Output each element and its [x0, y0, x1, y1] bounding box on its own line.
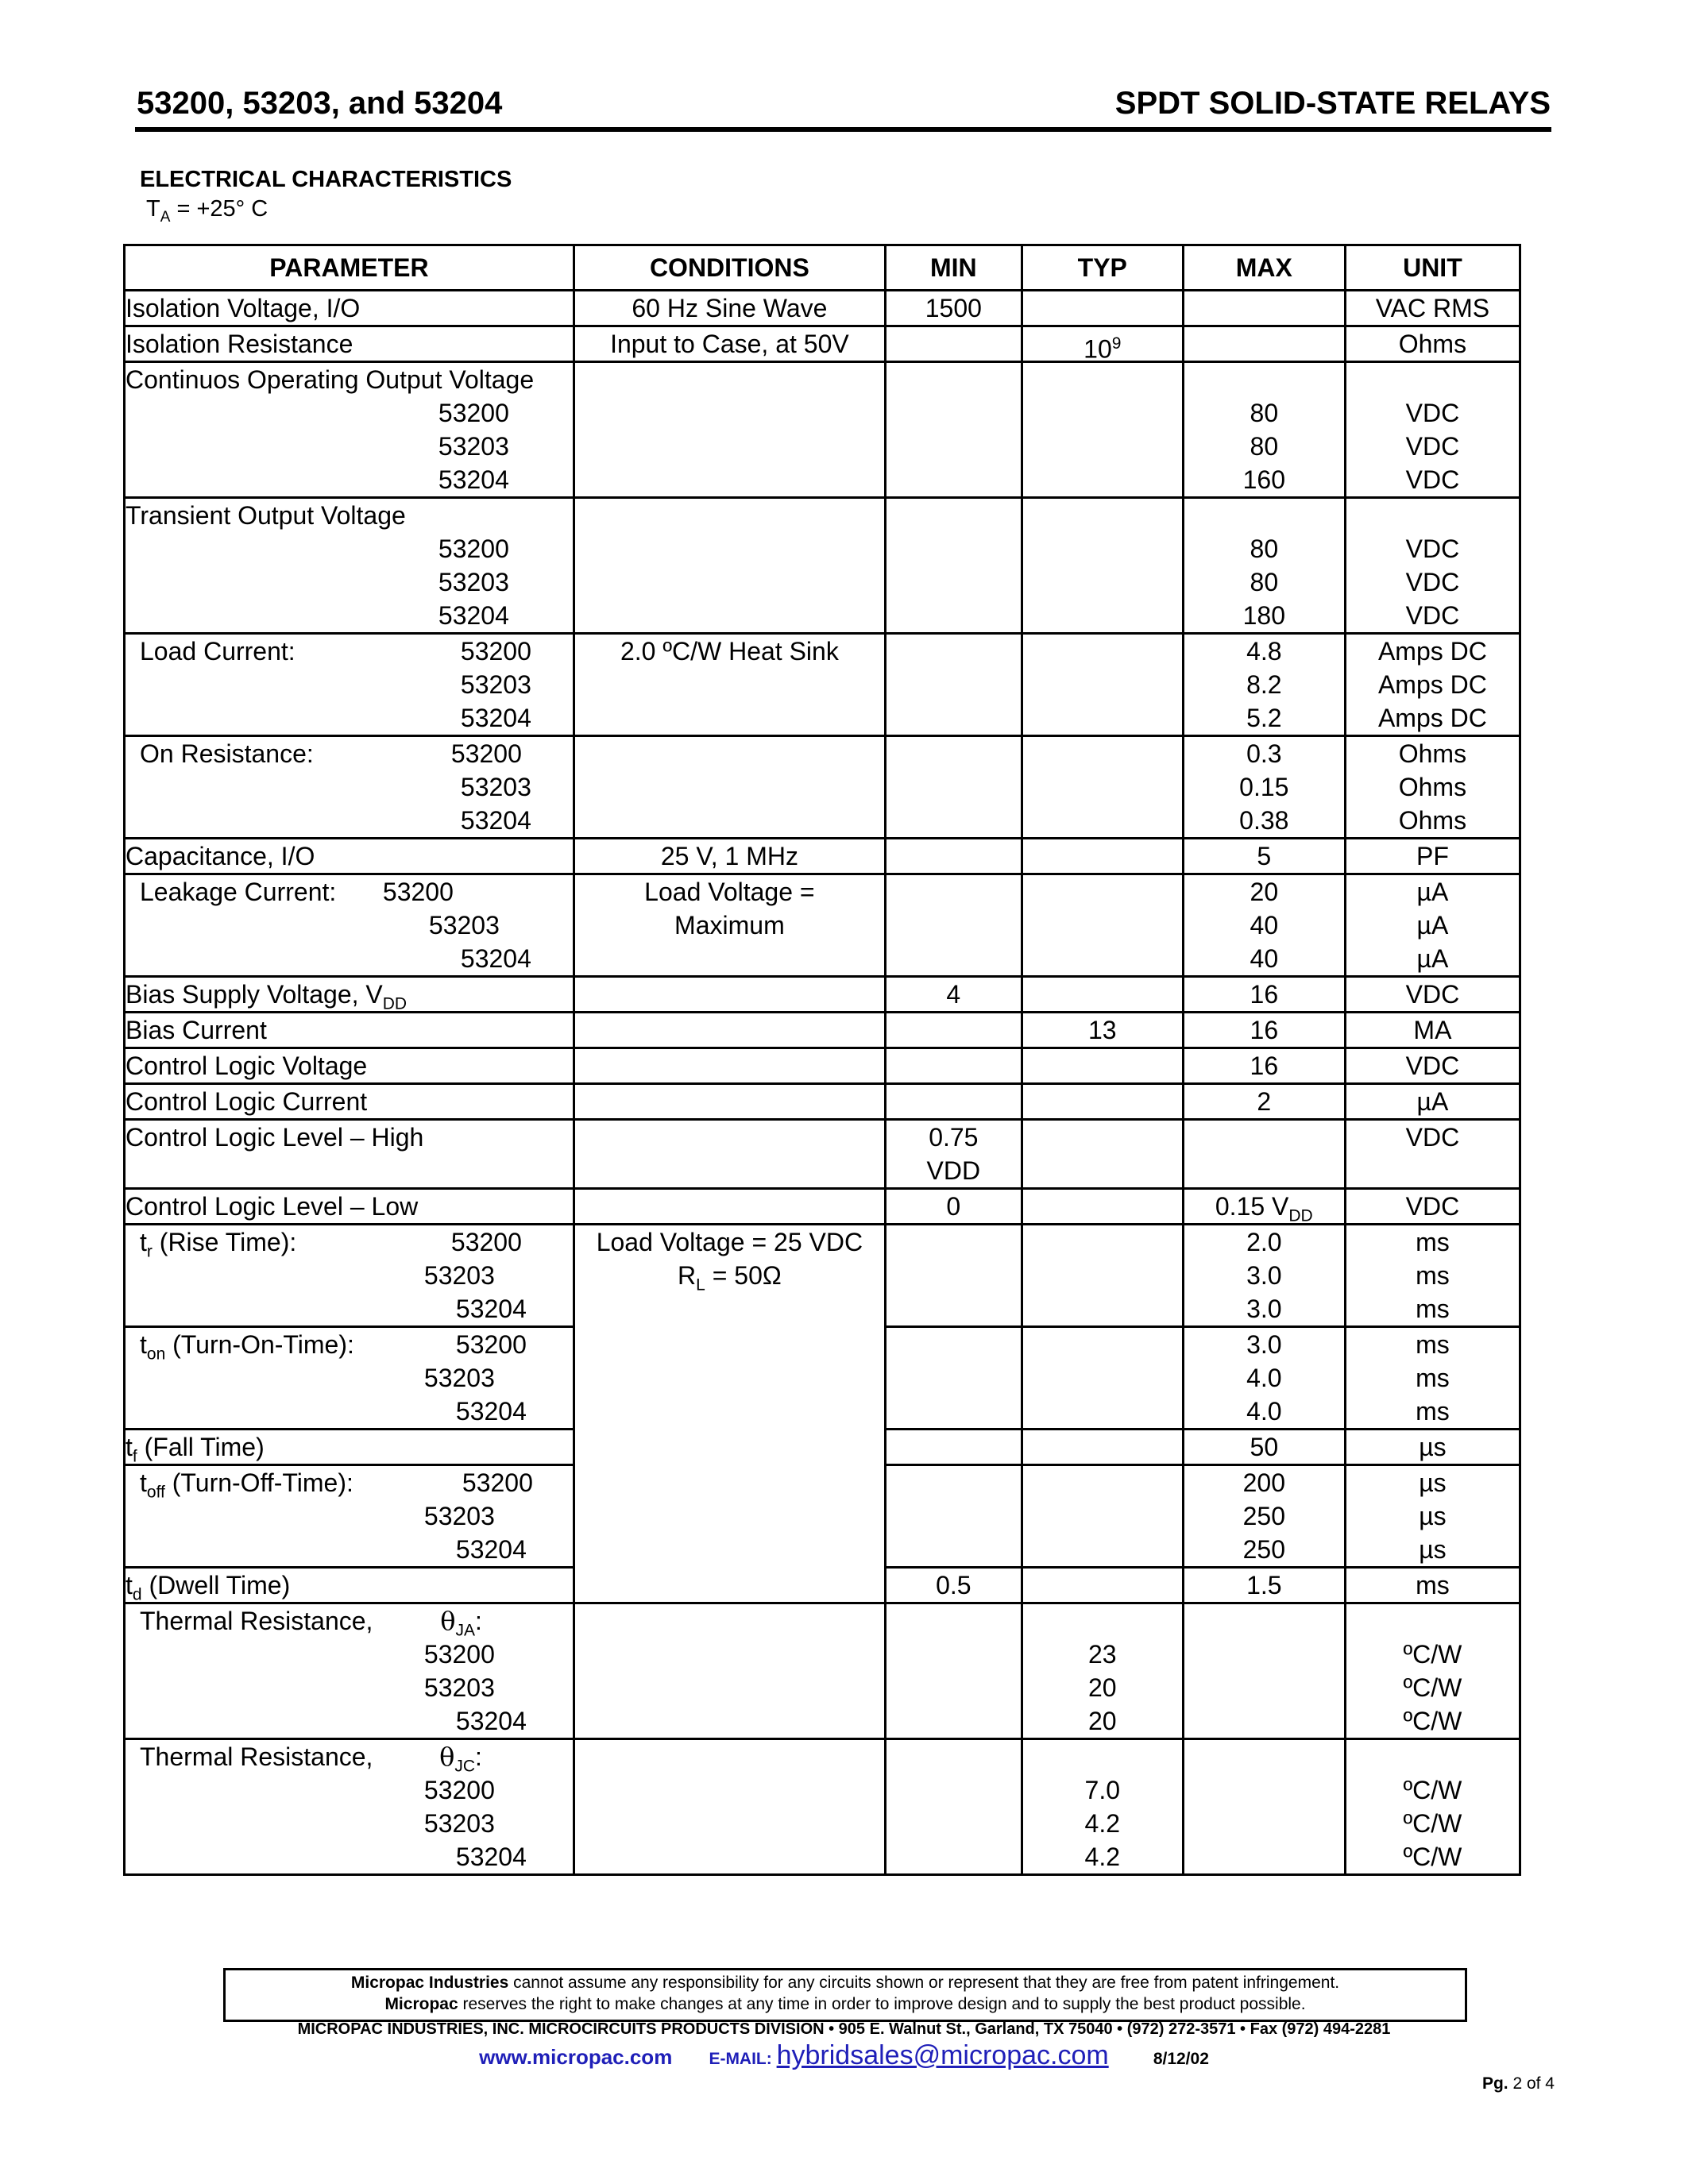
theta-symbol: $\theta_{JC}$:	[439, 1742, 482, 1776]
unit-cell: VDC	[1405, 1192, 1460, 1221]
min-cell: 0.75	[929, 1123, 979, 1152]
max-cell: 3.0	[1246, 1330, 1282, 1359]
typ-cell: $10^9$	[1083, 334, 1122, 364]
param-cell: Isolation Resistance	[126, 330, 353, 358]
unit-cell: VDC	[1405, 432, 1460, 461]
param-cell: Control Logic Current	[126, 1087, 368, 1116]
max-cell: 8.2	[1246, 670, 1282, 699]
table-row	[125, 1084, 1520, 1120]
max-cell: 4.8	[1246, 637, 1282, 666]
max-cell: 4.0	[1246, 1364, 1282, 1392]
part-number: 53204	[455, 1843, 527, 1871]
section-title: ELECTRICAL CHARACTERISTICS	[140, 167, 512, 192]
unit-cell: ms	[1416, 1295, 1450, 1323]
unit-cell: µs	[1419, 1468, 1447, 1497]
max-cell: 0.3	[1246, 739, 1282, 768]
part-number: 53204	[460, 704, 531, 732]
unit-cell: µA	[1416, 911, 1449, 940]
max-cell: 0.15	[1239, 773, 1289, 801]
table-row	[125, 362, 1520, 498]
part-number: 53204	[455, 1535, 527, 1564]
min-cell: 0	[946, 1192, 961, 1221]
param-cell: Isolation Voltage, I/O	[126, 294, 361, 322]
min-cell: 4	[946, 980, 961, 1009]
unit-cell: VDC	[1405, 568, 1460, 596]
unit-cell: Ohms	[1398, 773, 1467, 801]
col-header-min: MIN	[885, 245, 1022, 291]
param-cell: Bias Supply Voltage, $V_{DD}$	[126, 980, 408, 1013]
max-cell: 3.0	[1246, 1295, 1282, 1323]
unit-cell: µs	[1419, 1433, 1447, 1461]
param-cell: $t_f$ (Fall Time)	[126, 1433, 265, 1466]
part-number: 53200	[382, 878, 454, 906]
param-cell: Control Logic Level – Low	[126, 1192, 419, 1221]
disclaimer-line-1: Micropac Industries cannot assume any responsibility for any circuits shown or represent that they are free from patent infringement.	[350, 1974, 1340, 1992]
unit-cell: ms	[1416, 1261, 1450, 1290]
unit-cell: µA	[1416, 878, 1449, 906]
typ-cell: 13	[1087, 1016, 1117, 1044]
min-cell: 0.5	[936, 1571, 971, 1599]
param-cell: Control Logic Voltage	[126, 1051, 368, 1080]
param-cell: Thermal Resistance,	[140, 1607, 373, 1635]
footer-contact	[0, 2040, 1688, 2071]
part-number: 53200	[438, 399, 509, 427]
unit-cell: ºC/W	[1403, 1673, 1462, 1702]
typ-cell: 7.0	[1084, 1776, 1121, 1804]
max-cell: 1.5	[1246, 1571, 1282, 1599]
unit-cell: Amps DC	[1377, 637, 1487, 666]
part-number: 53203	[438, 432, 509, 461]
unit-cell: µA	[1416, 1087, 1449, 1116]
unit-cell: VAC RMS	[1375, 294, 1490, 322]
min-cell: 1500	[925, 294, 982, 322]
param-cell: $t_{off}$ (Turn-Off-Time):	[140, 1468, 353, 1502]
typ-cell: 4.2	[1084, 1809, 1121, 1838]
cond-cell: 2.0 ºC/W Heat Sink	[620, 637, 839, 666]
test-condition: $T_A = +25^\circ$ C	[146, 196, 268, 226]
unit-cell: Ohms	[1398, 806, 1467, 835]
part-number: 53203	[423, 1809, 495, 1838]
param-cell: Load Current:	[140, 637, 295, 666]
table-row	[125, 1739, 1520, 1875]
theta-symbol: $\theta_{JA}$:	[440, 1606, 482, 1640]
part-number: 53204	[455, 1397, 527, 1426]
header-product-title: SPDT SOLID-STATE RELAYS	[1114, 86, 1551, 121]
max-cell: 50	[1250, 1433, 1279, 1461]
unit-cell: µA	[1416, 944, 1449, 973]
cond-cell: Input to Case, at 50V	[610, 330, 849, 358]
unit-cell: ºC/W	[1403, 1809, 1462, 1838]
unit-cell: VDC	[1405, 980, 1460, 1009]
unit-cell: PF	[1416, 842, 1449, 870]
unit-cell: ºC/W	[1403, 1776, 1462, 1804]
cond-cell: Load Voltage = 25 VDC	[596, 1228, 863, 1256]
table-row	[125, 1603, 1520, 1739]
header-rule	[135, 127, 1551, 132]
part-number: 53203	[423, 1364, 495, 1392]
max-cell: 80	[1250, 534, 1279, 563]
unit-cell: Ohms	[1398, 739, 1467, 768]
unit-cell: VDC	[1405, 399, 1460, 427]
unit-cell: Amps DC	[1377, 670, 1487, 699]
param-cell: Leakage Current:	[140, 878, 337, 906]
part-number: 53203	[423, 1261, 495, 1290]
unit-cell: ºC/W	[1403, 1707, 1462, 1735]
cond-cell: $R_L = 50\Omega$	[678, 1261, 782, 1295]
part-number: 53200	[423, 1776, 495, 1804]
unit-cell: VDC	[1405, 601, 1460, 630]
table-row	[125, 498, 1520, 634]
col-header-unit: UNIT	[1345, 245, 1520, 291]
company-address: MICROPAC INDUSTRIES, INC. MICROCIRCUITS PRODUCTS DIVISION • 905 E. Walnut St., Garland, TX 75040 • (972) 272-3571 • Fax (972) 494-2281	[297, 2020, 1391, 2038]
part-number: 53203	[423, 1673, 495, 1702]
max-cell: 160	[1242, 465, 1285, 494]
part-number: 53200	[450, 1228, 522, 1256]
page-number: Pg. 2 of 4	[1481, 2074, 1555, 2093]
table-row	[125, 1120, 1520, 1189]
max-cell: 250	[1242, 1502, 1285, 1530]
unit-cell: µs	[1419, 1535, 1447, 1564]
table-row	[125, 874, 1520, 977]
unit-cell: VDC	[1405, 465, 1460, 494]
max-cell: 180	[1242, 601, 1285, 630]
max-cell: 5	[1257, 842, 1272, 870]
part-number: 53200	[455, 1330, 527, 1359]
website-link[interactable]: www.micropac.com	[479, 2045, 673, 2069]
unit-cell: VDC	[1405, 534, 1460, 563]
param-cell: On Resistance:	[140, 739, 314, 768]
max-cell: 80	[1250, 399, 1279, 427]
part-number: 53204	[455, 1295, 527, 1323]
max-cell: 5.2	[1246, 704, 1282, 732]
part-number: 53200	[450, 739, 522, 768]
table-row	[125, 326, 1520, 362]
max-cell: 2.0	[1246, 1228, 1282, 1256]
part-number: 53204	[460, 806, 531, 835]
table-row	[125, 736, 1520, 839]
typ-cell: 20	[1087, 1673, 1117, 1702]
param-cell: Bias Current	[126, 1016, 267, 1044]
part-number: 53204	[455, 1707, 527, 1735]
param-cell: $t_{on}$ (Turn-On-Time):	[140, 1330, 354, 1364]
cond-cell: 25 V, 1 MHz	[660, 842, 798, 870]
max-cell: 200	[1242, 1468, 1285, 1497]
table-row	[125, 634, 1520, 736]
max-cell: 20	[1250, 878, 1279, 906]
unit-cell: VDC	[1405, 1051, 1460, 1080]
max-cell: 250	[1242, 1535, 1285, 1564]
param-cell: Transient Output Voltage	[126, 501, 406, 530]
max-cell: 40	[1250, 911, 1279, 940]
part-number: 53203	[438, 568, 509, 596]
unit-cell: MA	[1413, 1016, 1452, 1044]
unit-cell: ms	[1416, 1397, 1450, 1426]
max-cell: 0.38	[1239, 806, 1289, 835]
unit-cell: µs	[1419, 1502, 1447, 1530]
param-cell: $t_d$ (Dwell Time)	[126, 1571, 291, 1604]
part-number: 53204	[438, 601, 509, 630]
max-cell: 40	[1250, 944, 1279, 973]
unit-cell: ms	[1416, 1228, 1450, 1256]
electrical-characteristics-table	[123, 244, 1521, 1876]
col-header-max: MAX	[1183, 245, 1345, 291]
max-cell: 16	[1250, 1051, 1279, 1080]
revision-date: 8/12/02	[1153, 2050, 1209, 2068]
typ-cell: 4.2	[1084, 1843, 1121, 1871]
part-number: 53200	[460, 637, 531, 666]
cond-cell: Maximum	[674, 911, 785, 940]
unit-cell: ºC/W	[1403, 1640, 1462, 1669]
param-cell: Control Logic Level – High	[126, 1123, 424, 1152]
max-cell: 3.0	[1246, 1261, 1282, 1290]
table-row	[125, 291, 1520, 326]
max-cell: 0.15 $V_{DD}$	[1215, 1192, 1313, 1225]
email-label: E-MAIL:	[709, 2050, 777, 2068]
part-number: 53203	[460, 773, 531, 801]
table-row	[125, 1189, 1520, 1225]
typ-cell: 23	[1087, 1640, 1117, 1669]
table-row	[125, 1013, 1520, 1048]
disclaimer-box	[223, 1968, 1467, 2022]
unit-cell: ºC/W	[1403, 1843, 1462, 1871]
cond-cell: Load Voltage =	[644, 878, 815, 906]
part-number: 53204	[438, 465, 509, 494]
param-cell: Continuos Operating Output Voltage	[126, 365, 535, 394]
unit-cell: ms	[1416, 1364, 1450, 1392]
part-number: 53203	[423, 1502, 495, 1530]
part-number: 53200	[438, 534, 509, 563]
disclaimer-line-2: Micropac reserves the right to make changes at any time in order to improve design and to supply the best product possible.	[384, 1995, 1306, 2013]
unit-cell: VDC	[1405, 1123, 1460, 1152]
max-cell: 80	[1250, 568, 1279, 596]
part-number: 53203	[460, 670, 531, 699]
param-cell: Capacitance, I/O	[126, 842, 315, 870]
unit-cell: ms	[1416, 1330, 1450, 1359]
table-header-row	[125, 245, 1520, 291]
unit-cell: ms	[1416, 1571, 1450, 1599]
max-cell: 16	[1250, 1016, 1279, 1044]
param-cell: Thermal Resistance,	[140, 1742, 373, 1771]
col-header-parameter: PARAMETER	[125, 245, 574, 291]
max-cell: 4.0	[1246, 1397, 1282, 1426]
param-cell: $t_r$ (Rise Time):	[140, 1228, 297, 1261]
unit-cell: Ohms	[1398, 330, 1467, 358]
table-row	[125, 1225, 1520, 1327]
col-header-conditions: CONDITIONS	[574, 245, 885, 291]
min-cell: VDD	[926, 1156, 981, 1185]
max-cell: 16	[1250, 980, 1279, 1009]
typ-cell: 20	[1087, 1707, 1117, 1735]
table-row	[125, 977, 1520, 1013]
table-row	[125, 1048, 1520, 1084]
table-row	[125, 839, 1520, 874]
part-number: 53203	[428, 911, 500, 940]
max-cell: 2	[1257, 1087, 1272, 1116]
cond-cell: 60 Hz Sine Wave	[632, 294, 828, 322]
header-part-numbers: 53200, 53203, and 53204	[137, 86, 503, 121]
part-number: 53200	[423, 1640, 495, 1669]
unit-cell: Amps DC	[1377, 704, 1487, 732]
max-cell: 80	[1250, 432, 1279, 461]
col-header-typ: TYP	[1022, 245, 1183, 291]
email-link[interactable]: hybridsales@micropac.com	[776, 2040, 1109, 2070]
part-number: 53200	[462, 1468, 533, 1497]
part-number: 53204	[460, 944, 531, 973]
